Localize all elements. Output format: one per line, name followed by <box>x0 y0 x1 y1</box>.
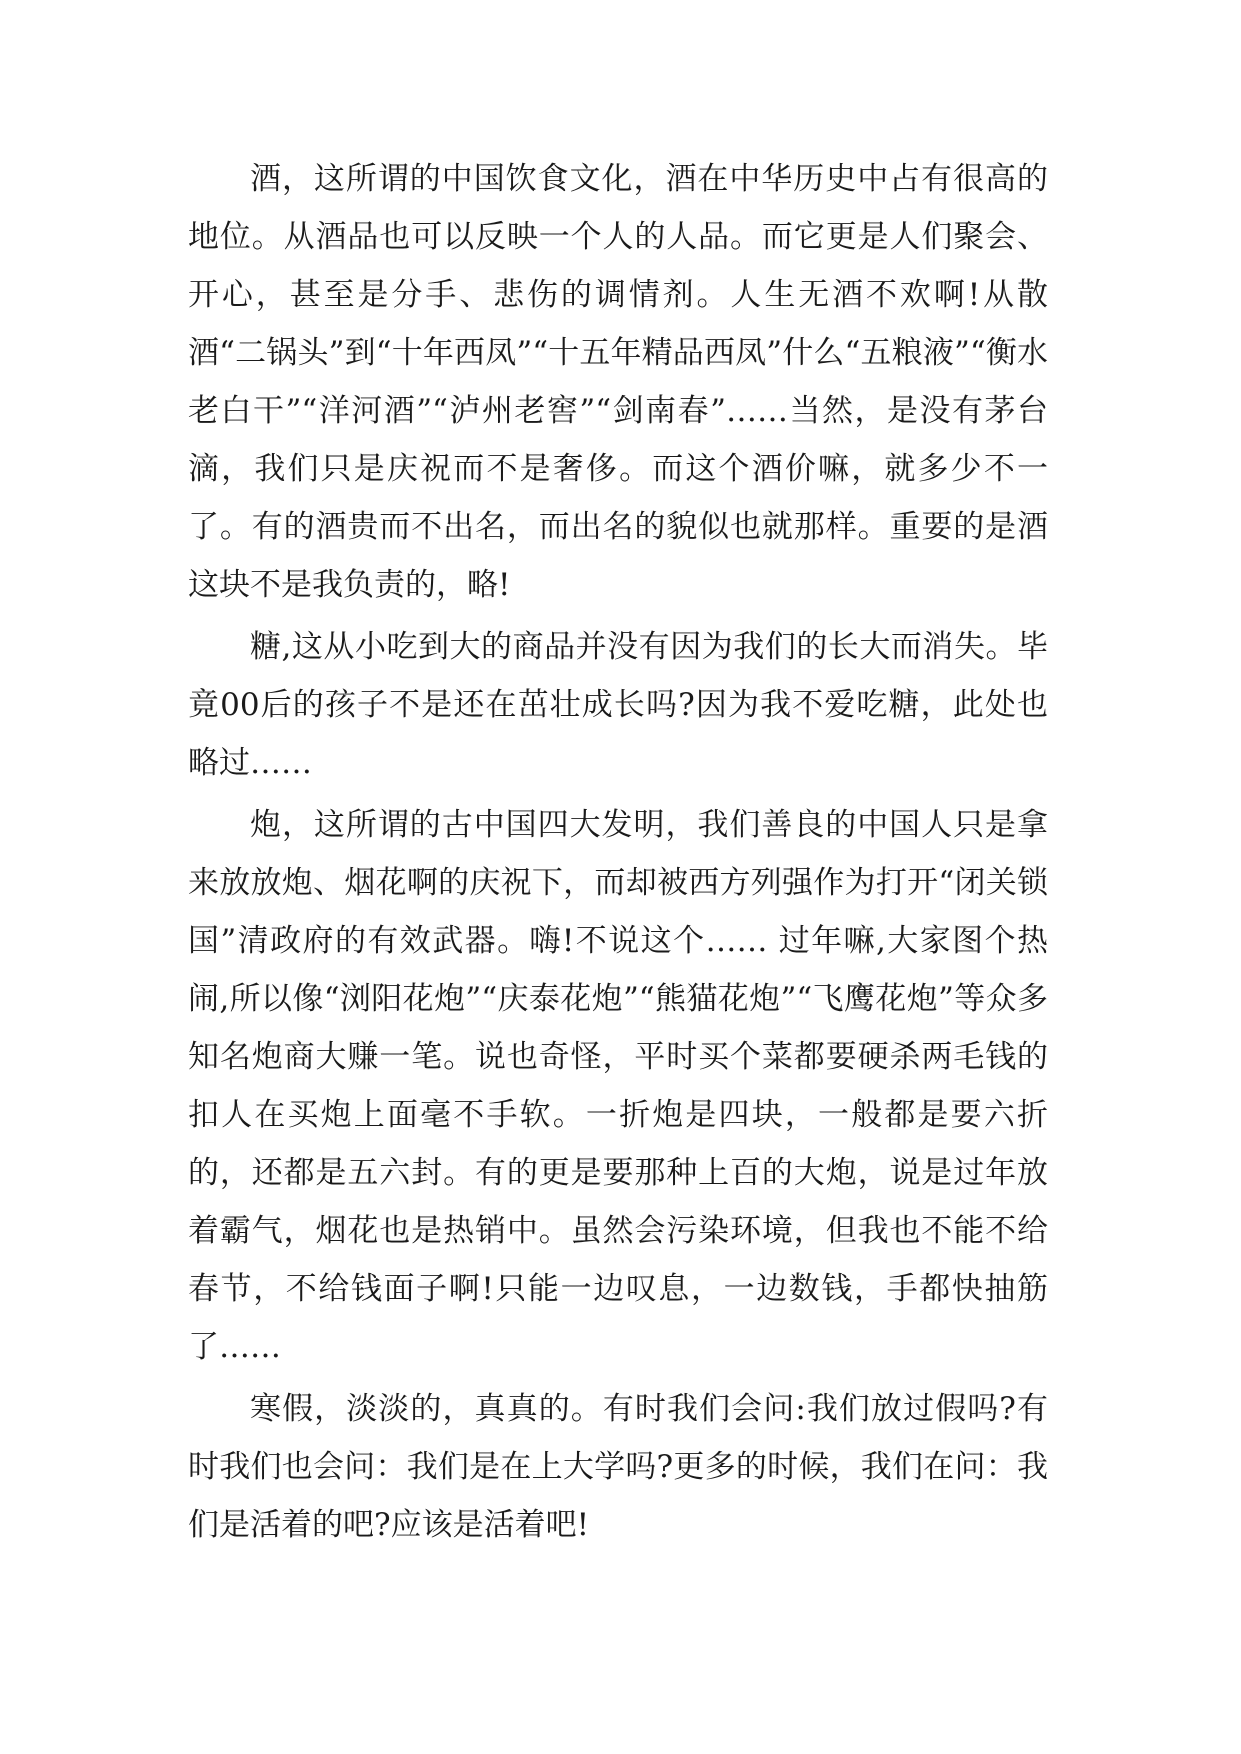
paragraph-wine: 酒，这所谓的中国饮食文化，酒在中华历史中占有很高的地位。从酒品也可以反映一个人的人品。而它更是人们聚会、开心，甚至是分手、悲伤的调情剂。人生无酒不欢啊!从散酒“二锅头”到“十年西凤”“十五年精品西凤”什么“五粮液”“衡水老白干”“洋河酒”“泸州老窖”“剑南春”……当然，是没有茅台滴，我们只是庆祝而不是奢侈。而这个酒价嘛，就多少不一了。有的酒贵而不出名，而出名的貌似也就那样。重要的是酒这块不是我负责的，略! <box>188 161 1048 603</box>
paragraph-candy: 糖,这从小吃到大的商品并没有因为我们的长大而消失。毕竟00后的孩子不是还在茁壮成长吗?因为我不爱吃糖，此处也略过…… <box>188 629 1048 781</box>
document-page <box>188 150 1048 1554</box>
paragraph-winter-break: 寒假，淡淡的，真真的。有时我们会问:我们放过假吗?有时我们也会问：我们是在上大学吗?更多的时候，我们在问：我们是活着的吧?应该是活着吧! <box>188 1391 1048 1543</box>
paragraph-firecrackers: 炮，这所谓的古中国四大发明，我们善良的中国人只是拿来放放炮、烟花啊的庆祝下，而却被西方列强作为打开“闭关锁国”清政府的有效武器。嗨!不说这个…… 过年嘛,大家图个热闹,所以像“浏阳花炮”“庆泰花炮”“熊猫花炮”“飞鹰花炮”等众多知名炮商大赚一笔。说也奇怪，平时买个菜都要硬杀两毛钱的扣人在买炮上面毫不手软。一折炮是四块，一般都是要六折的，还都是五六封。有的更是要那种上百的大炮，说是过年放着霸气，烟花也是热销中。虽然会污染环境，但我也不能不给春节，不给钱面子啊!只能一边叹息，一边数钱，手都快抽筋了…… <box>188 807 1048 1365</box>
